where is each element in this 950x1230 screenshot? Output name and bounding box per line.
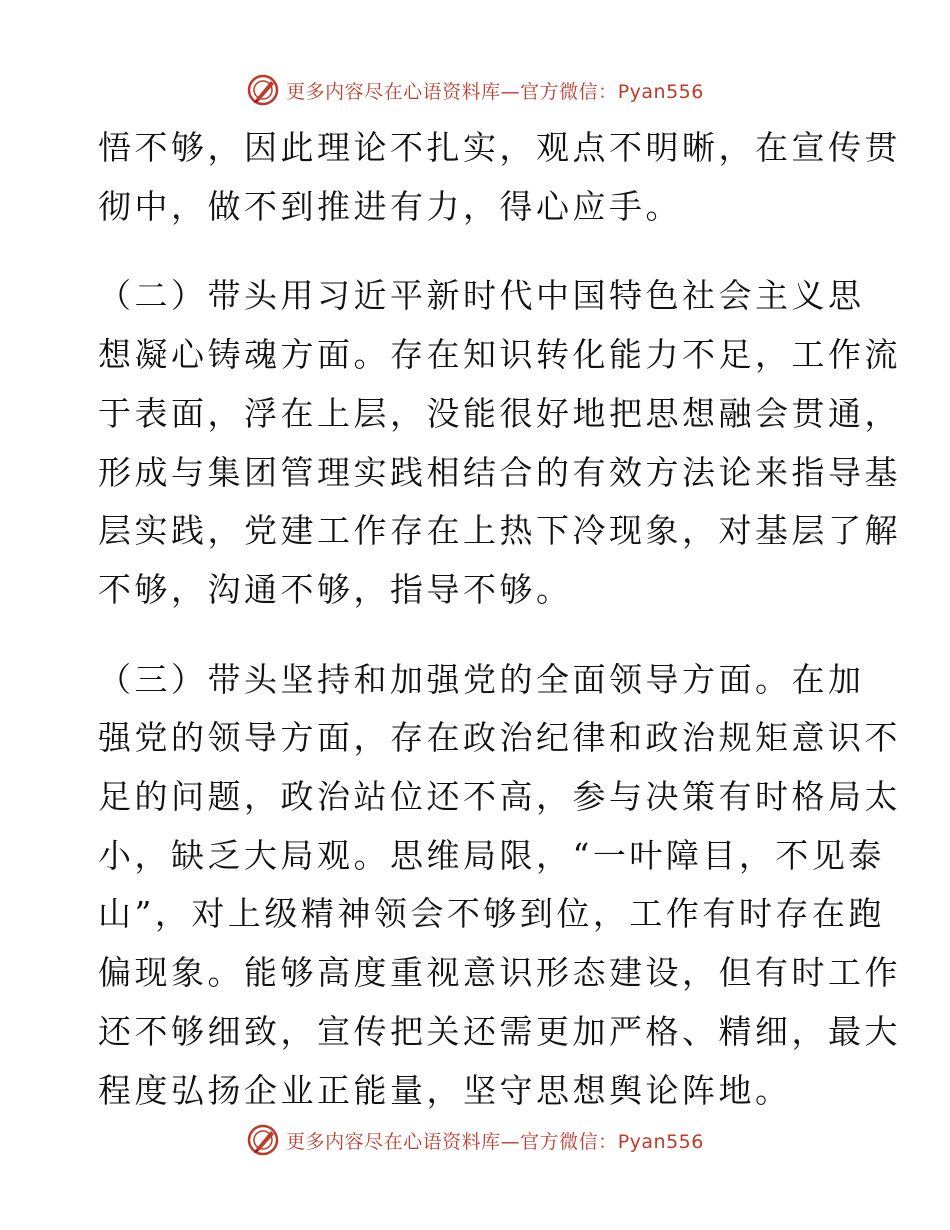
text-line: 足的问题，政治站位还不高，参与决策有时格局太 <box>98 777 901 817</box>
text-line: 于表面，浮在上层，没能很好地把思想融会贯通， <box>98 393 901 433</box>
text-line: 偏现象。能够高度重视意识形态建设，但有时工作 <box>98 953 901 993</box>
section-heading-line: （二）带头用习近平新时代中国特色社会主义思 <box>98 276 865 316</box>
text-line: 还不够细致，宣传把关还需更加严格、精细，最大 <box>98 1011 901 1051</box>
document-body <box>98 119 901 1120</box>
text-line: 层实践，党建工作存在上热下冷现象，对基层了解 <box>98 511 901 551</box>
paragraph-1 <box>98 119 901 236</box>
text-line: 强党的领导方面，存在政治纪律和政治规矩意识不 <box>98 718 901 758</box>
text-line: 小，缺乏大局观。思维局限，“一叶障目，不见泰 <box>98 835 885 875</box>
watermark-wechat-id: Pyan556 <box>617 80 704 103</box>
text-line: 悟不够，因此理论不扎实，观点不明晰，在宣传贯 <box>98 128 901 167</box>
pen-logo-icon <box>246 73 280 107</box>
watermark-wechat-label: 官方微信： <box>520 80 618 103</box>
watermark-main-text: 更多内容尽在心语资料库 <box>286 80 501 103</box>
header-watermark-banner <box>0 70 950 110</box>
pen-logo-icon <box>246 1123 280 1157</box>
watermark-main-text: 更多内容尽在心语资料库 <box>286 1130 501 1153</box>
watermark-separator: — <box>500 1130 521 1153</box>
watermark-text <box>286 1127 704 1154</box>
text-line: 山”，对上级精神领会不够到位，工作有时存在跑 <box>98 894 885 934</box>
text-line: 不够，沟通不够，指导不够。 <box>98 569 573 609</box>
text-line: 程度弘扬企业正能量，坚守思想舆论阵地。 <box>98 1070 792 1110</box>
text-line: 形成与集团管理实践相结合的有效方法论来指导基 <box>98 452 901 492</box>
watermark-separator: — <box>500 80 521 103</box>
watermark-wechat-label: 官方微信： <box>520 1130 618 1153</box>
section-heading-line: （三）带头坚持和加强党的全面领导方面。在加 <box>98 659 865 699</box>
paragraph-2 <box>98 267 901 619</box>
text-line: 想凝心铸魂方面。存在知识转化能力不足，工作流 <box>98 335 901 375</box>
paragraph-3 <box>98 651 901 1121</box>
watermark-wechat-id: Pyan556 <box>617 1130 704 1153</box>
footer-watermark-banner <box>0 1120 950 1160</box>
watermark-text <box>286 77 704 104</box>
text-line: 彻中，做不到推进有力，得心应手。 <box>98 186 682 226</box>
